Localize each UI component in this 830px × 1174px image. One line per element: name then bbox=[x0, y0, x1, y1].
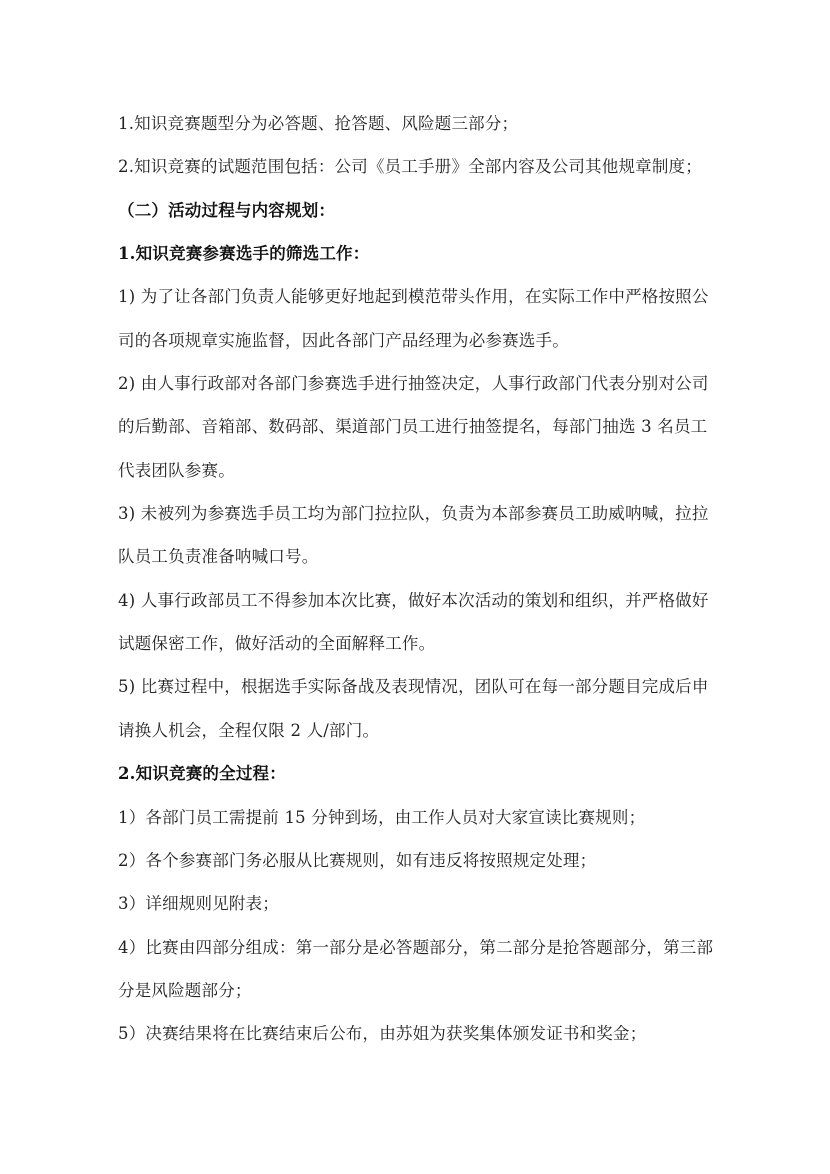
section-heading: 2.知识竞赛的全过程： bbox=[118, 764, 286, 784]
text-line: 代表团队参赛。 bbox=[118, 460, 235, 480]
section-heading: （二）活动过程与内容规划： bbox=[118, 200, 336, 220]
text-line: 队员工负责准备呐喊口号。 bbox=[118, 547, 319, 567]
section-heading: 1.知识竞赛参赛选手的筛选工作： bbox=[118, 244, 370, 264]
text-line: 5）决赛结果将在比赛结束后公布，由苏姐为获奖集体颁发证书和奖金； bbox=[118, 1024, 647, 1044]
text-line: 2) 由人事行政部对各部门参赛选手进行抽签决定，人事行政部门代表分别对公司 bbox=[118, 374, 709, 394]
text-line: 1）各部门员工需提前 15 分钟到场，由工作人员对大家宣读比赛规则； bbox=[118, 807, 646, 827]
text-line: 2）各个参赛部门务必服从比赛规则，如有违反将按照规定处理； bbox=[118, 850, 597, 870]
text-line: 1.知识竞赛题型分为必答题、抢答题、风险题三部分； bbox=[118, 114, 519, 133]
text-line: 3) 未被列为参赛选手员工均为部门拉拉队，负责为本部参赛员工助威呐喊，拉拉 bbox=[118, 504, 709, 524]
document-page bbox=[118, 102, 718, 1056]
text-line: 1) 为了让各部门负责人能够更好地起到模范带头作用，在实际工作中严格按照公 bbox=[118, 287, 709, 307]
text-line: 5) 比赛过程中，根据选手实际备战及表现情况，团队可在每一部分题目完成后申 bbox=[118, 677, 709, 697]
text-line: 3）详细规则见附表； bbox=[118, 894, 279, 914]
text-line: 请换人机会，全程仅限 2 人/部门。 bbox=[118, 720, 380, 740]
text-line: 2.知识竞赛的试题范围包括：公司《员工手册》全部内容及公司其他规章制度； bbox=[118, 157, 702, 177]
text-line: 4）比赛由四部分组成：第一部分是必答题部分，第二部分是抢答题部分，第三部 bbox=[118, 937, 714, 957]
text-line: 试题保密工作，做好活动的全面解释工作。 bbox=[118, 634, 436, 654]
text-line: 4) 人事行政部员工不得参加本次比赛，做好本次活动的策划和组织，并严格做好 bbox=[118, 590, 709, 610]
text-line: 司的各项规章实施监督，因此各部门产品经理为必参赛选手。 bbox=[118, 330, 569, 350]
text-line: 的后勤部、音箱部、数码部、渠道部门员工进行抽签提名，每部门抽选 3 名员工 bbox=[118, 417, 708, 437]
text-line: 分是风险题部分； bbox=[118, 980, 252, 1000]
